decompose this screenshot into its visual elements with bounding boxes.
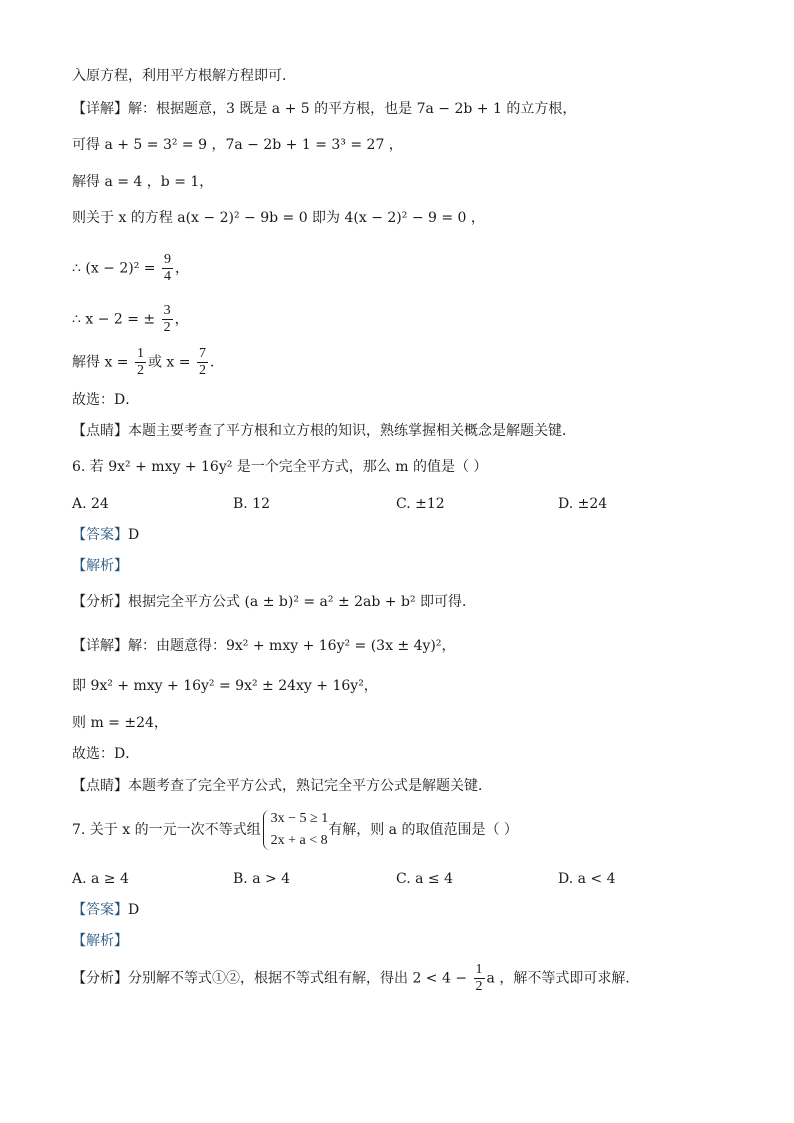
analysis-heading: 【解析】: [72, 558, 128, 574]
q7-stem-pre: 7. 关于 x 的一元一次不等式组: [72, 822, 261, 838]
answer-line: [72, 525, 139, 545]
numerator: 9: [163, 252, 171, 267]
numerator: 3: [163, 303, 171, 318]
inequality-system: [261, 808, 329, 852]
q6-option-d: D. ±24: [558, 496, 608, 512]
equation-lhs: ∴ x − 2 = ±: [72, 311, 156, 328]
answer-tag: 【答案】: [72, 902, 128, 918]
fraction: [162, 303, 173, 336]
q7-option-b: B. a > 4: [233, 871, 291, 887]
question-6-stem: 6. 若 9x² + mxy + 16y² 是一个完全平方式，那么 m 的值是（ ）: [72, 459, 488, 475]
analysis-heading: 【解析】: [72, 933, 128, 949]
text-line: 故选：D．: [72, 392, 140, 408]
comment-tag: 【点睛】: [72, 423, 128, 439]
text-line: 可得 a + 5 = 3² = 9 ，7a − 2b + 1 = 3³ = 27 ，: [72, 137, 403, 153]
detail-tag: 【详解】: [72, 638, 128, 654]
equation-line: [72, 252, 189, 285]
analysis-tag: 【分析】: [72, 594, 128, 610]
numerator: 1: [136, 346, 144, 361]
punct: ，: [174, 260, 189, 277]
q7-stem-post: 有解，则 a 的取值范围是（ ）: [328, 822, 518, 838]
answer-value: D: [128, 527, 140, 543]
q6-option-c: C. ±12: [396, 496, 445, 512]
q6-option-b: B. 12: [233, 496, 271, 512]
denominator: 4: [163, 269, 171, 284]
fraction: [162, 252, 173, 285]
answer-value: D: [128, 902, 140, 918]
detail-tag: 【详解】: [72, 101, 128, 117]
numerator: 1: [475, 962, 483, 977]
comment-tag: 【点睛】: [72, 778, 128, 794]
equation-line: [72, 346, 224, 379]
comment-line: [72, 421, 576, 441]
comment-line: [72, 776, 492, 796]
q7-option-d: D. a < 4: [558, 871, 616, 887]
comment-text: 本题主要考查了平方根和立方根的知识，熟练掌握相关概念是解题关键．: [128, 423, 576, 439]
analysis-line: [72, 962, 639, 995]
text-line: 入原方程，利用平方根解方程即可．: [72, 68, 296, 84]
q7-option-a: A. a ≥ 4: [72, 871, 129, 887]
denominator: 2: [198, 363, 206, 378]
fraction: [135, 346, 146, 379]
answer-line: [72, 900, 139, 920]
comment-text: 本题考查了完全平方公式，熟记完全平方公式是解题关键．: [128, 778, 492, 794]
fraction: [474, 962, 485, 995]
inequality-2: 2x + a < 8: [270, 833, 328, 848]
inequality-1: 3x − 5 ≥ 1: [270, 811, 329, 826]
equation-lhs: 解得 x =: [72, 354, 129, 371]
text-line: 则关于 x 的方程 a(x − 2)² − 9b = 0 即为 4(x − 2)² − 9 = 0 ，: [72, 210, 485, 226]
detail-line: [72, 636, 456, 656]
equation-mid: 或 x =: [147, 354, 191, 371]
text-line: 故选：D．: [72, 746, 140, 762]
analysis-text: 分别解不等式①②，根据不等式组有解，得出 2 < 4 −: [128, 970, 468, 987]
denominator: 2: [136, 363, 144, 378]
fraction: [197, 346, 208, 379]
detail-text: 解：根据题意，3 既是 a + 5 的平方根，也是 7a − 2b + 1 的立方根，: [128, 101, 577, 117]
analysis-tag: 【分析】: [72, 970, 128, 987]
analysis-line: [72, 592, 476, 612]
punct: ．: [209, 354, 224, 371]
numerator: 7: [198, 346, 206, 361]
text-line: 解得 a = 4 ，b = 1，: [72, 174, 214, 190]
detail-text: 解：由题意得：9x² + mxy + 16y² = (3x ± 4y)²，: [128, 638, 456, 654]
equation-lhs: ∴ (x − 2)² =: [72, 260, 156, 277]
q6-option-a: A. 24: [72, 496, 109, 512]
punct: ，: [174, 311, 189, 328]
text-line: 即 9x² + mxy + 16y² = 9x² ± 24xy + 16y²，: [72, 678, 378, 694]
q7-option-c: C. a ≤ 4: [396, 871, 453, 887]
text-line: 则 m = ±24，: [72, 715, 168, 731]
equation-line: [72, 303, 189, 336]
detail-line: [72, 99, 576, 119]
answer-tag: 【答案】: [72, 527, 128, 543]
denominator: 2: [475, 979, 483, 994]
question-7-stem: [72, 807, 518, 853]
analysis-text: 根据完全平方公式 (a ± b)² = a² ± 2ab + b² 即可得．: [128, 594, 477, 610]
analysis-text-end: a ，解不等式即可求解．: [486, 970, 640, 987]
denominator: 2: [163, 320, 171, 335]
